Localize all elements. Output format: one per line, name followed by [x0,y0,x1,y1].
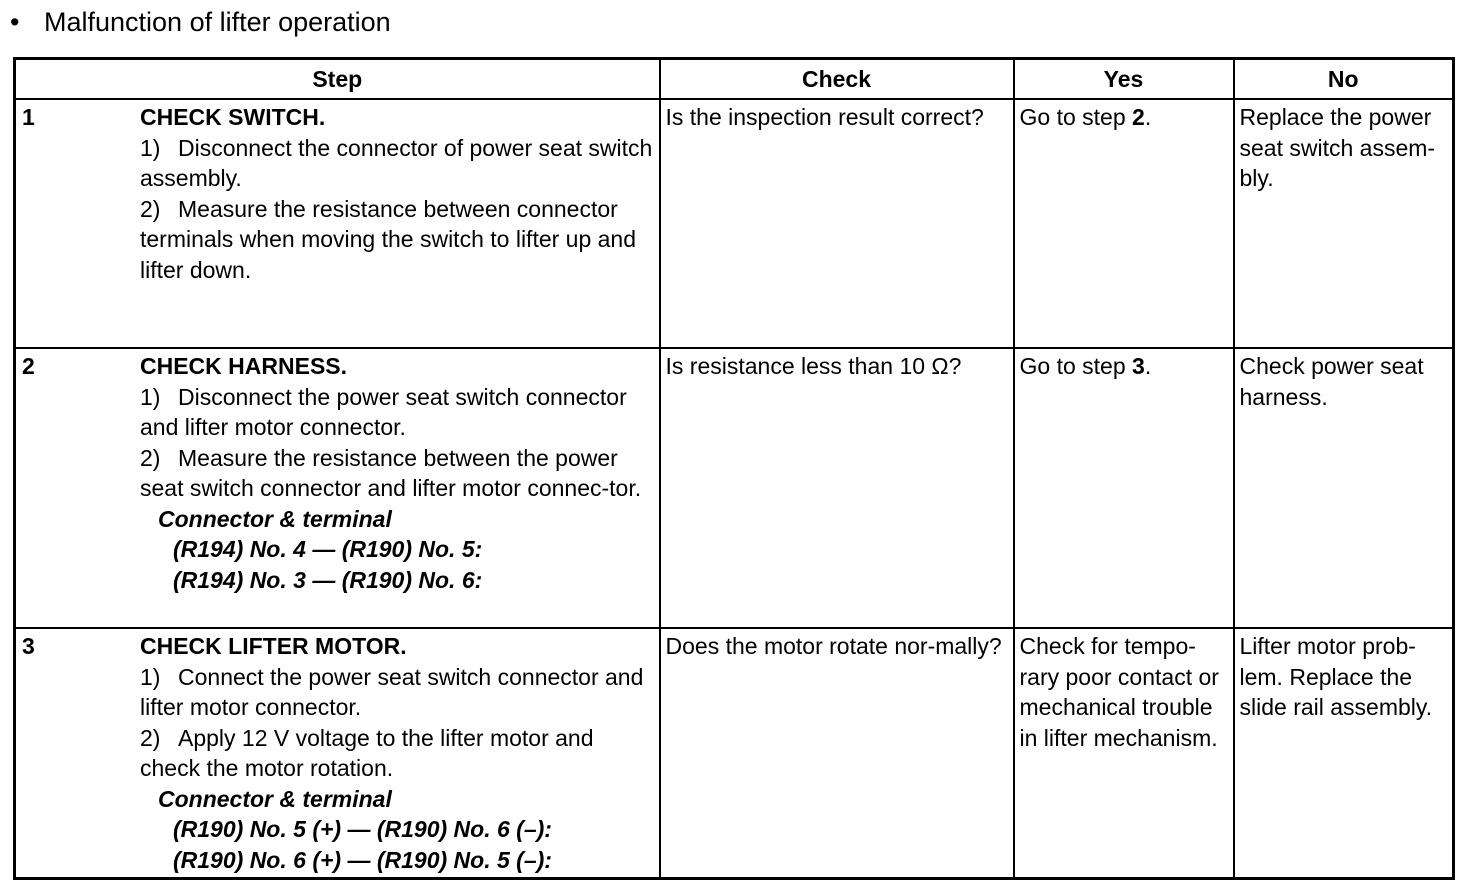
table-header-row [15,59,1454,100]
step-number: 2 [22,353,35,379]
yes-cell [1014,628,1234,878]
connector-line: (R190) No. 6 (+) — (R190) No. 5 (–): [173,846,552,873]
substep-number: 1) [140,663,161,690]
yes-text: Go to step [1019,104,1133,130]
step-title: CHECK LIFTER MOTOR. [140,633,407,659]
step-number: 1 [22,104,35,130]
header-no: No [1234,59,1454,100]
step-title: CHECK HARNESS. [140,353,348,379]
yes-cell [1014,348,1234,628]
substep-number: 2) [140,195,161,222]
substep-text: Measure the resistance between connector terminals when moving the switch to lifter up and lifter down. [140,195,637,283]
step-title: CHECK SWITCH. [140,104,326,130]
substep-text: Apply 12 V voltage to the lifter motor and check the motor rotation. [140,724,594,781]
substep-text: Measure the resistance between the power seat switch connector and lifter motor connec-tor. [140,444,642,501]
check-cell: Does the motor rotate nor-mally? [660,628,1014,878]
no-cell: Lifter motor prob-lem. Replace the slide rail assembly. [1234,628,1454,878]
substep [140,723,654,784]
connector-line: (R190) No. 5 (+) — (R190) No. 6 (–): [173,816,552,842]
yes-cell [1014,99,1234,348]
yes-suffix: . [1144,104,1152,130]
yes-text: Go to step [1019,353,1133,379]
substep-number: 1) [140,134,161,161]
yes-text: Check for tempo-rary poor contact or mechanical trouble in lifter mechanism. [1019,633,1219,751]
table-row [15,628,1454,878]
step-number: 3 [22,633,35,659]
header-check: Check [660,59,1014,100]
page-heading [10,4,391,40]
step-cell [15,628,660,878]
table-row [15,348,1454,628]
substep [140,382,654,443]
substep-text: Connect the power seat switch connector and lifter motor connector. [140,663,644,720]
substep [140,662,654,723]
substep [140,194,654,286]
connector-line: (R194) No. 3 — (R190) No. 6: [173,566,483,593]
substep-text: Disconnect the power seat switch connector and lifter motor connector. [140,383,627,440]
check-cell: Is resistance less than 10 Ω? [660,348,1014,628]
connector-line: (R194) No. 4 — (R190) No. 5: [173,536,483,562]
yes-step-ref: 2 [1132,104,1145,130]
substep-text: Disconnect the connector of power seat switch assembly. [140,134,653,191]
no-cell: Check power seat harness. [1234,348,1454,628]
table-row [15,99,1454,348]
header-yes: Yes [1014,59,1234,100]
no-cell: Replace the power seat switch assem-bly. [1234,99,1454,348]
substep [140,133,654,194]
substep [140,443,654,504]
check-cell: Is the inspection result correct? [660,99,1014,348]
substep-number: 2) [140,444,161,471]
connector-title: Connector & terminal [158,505,392,532]
substep-number: 2) [140,724,161,751]
header-step: Step [15,59,660,100]
yes-step-ref: 3 [1132,353,1145,379]
heading-text: Malfunction of lifter operation [44,7,391,37]
diagnosis-table [13,57,1455,880]
step-cell [15,348,660,628]
substep-number: 1) [140,383,161,410]
step-cell [15,99,660,348]
yes-suffix: . [1144,353,1152,379]
bullet-marker: • [10,7,20,37]
connector-title: Connector & terminal [158,785,392,812]
